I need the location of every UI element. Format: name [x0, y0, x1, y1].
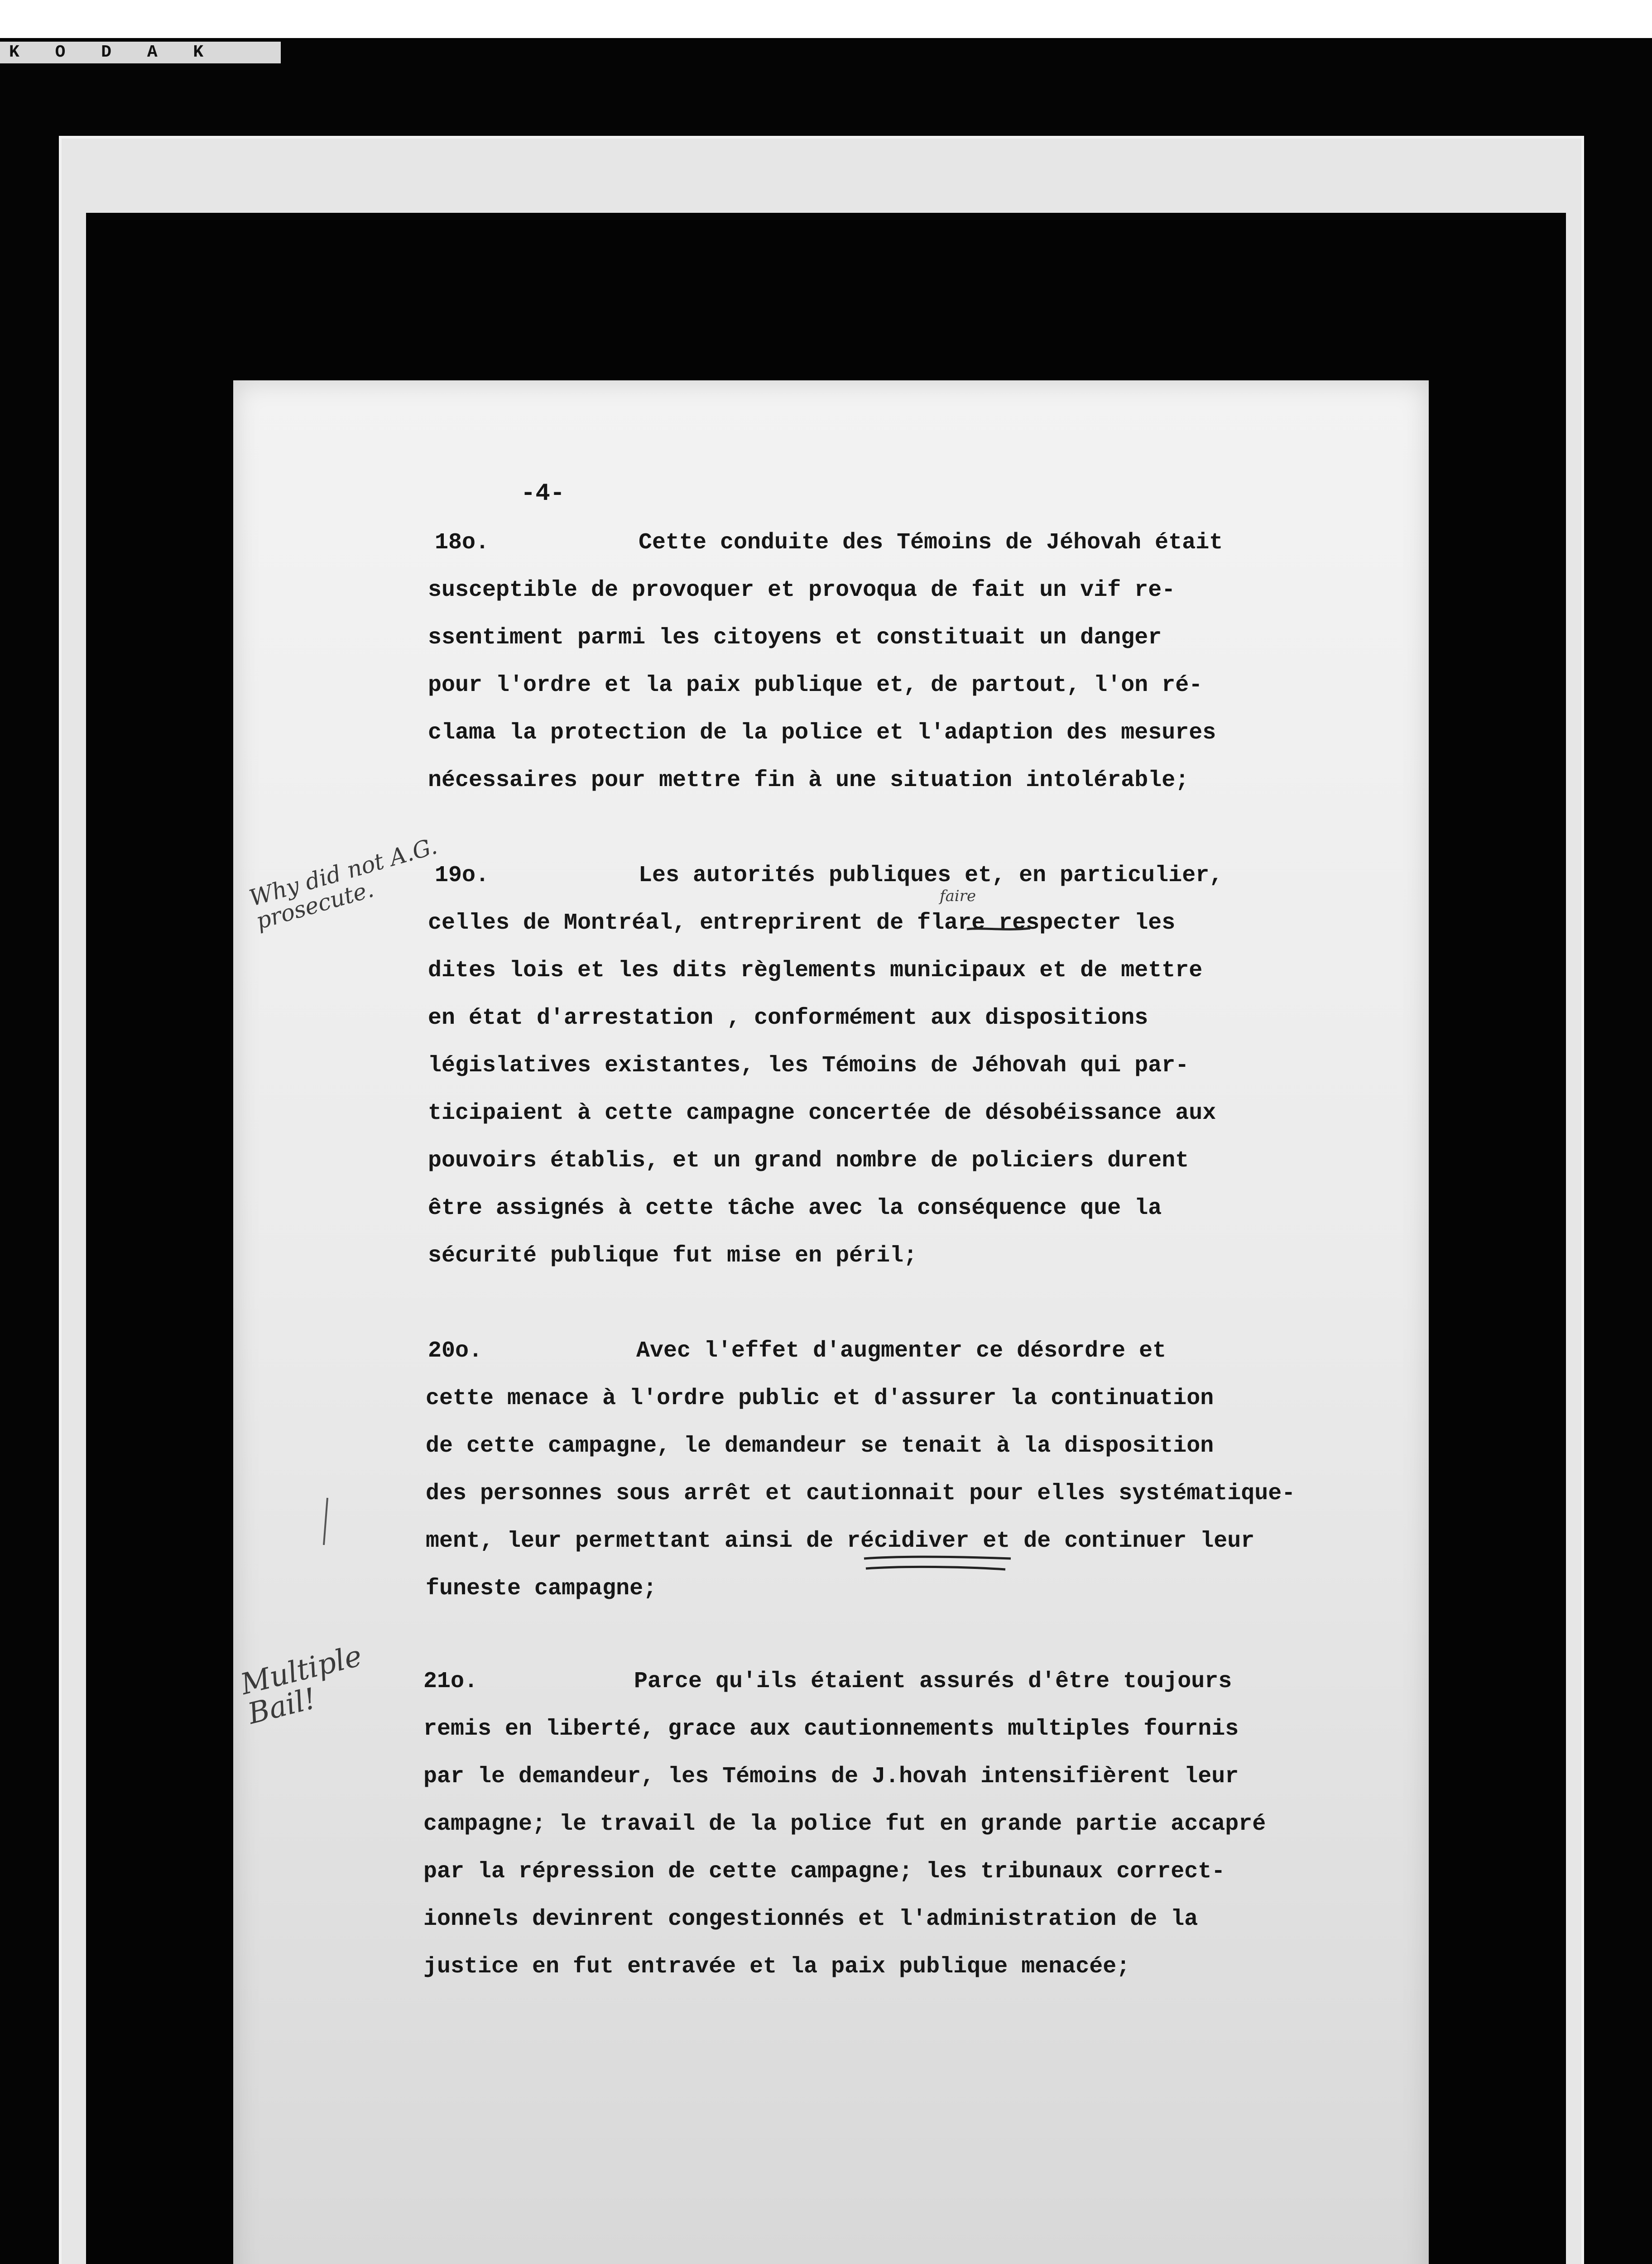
strikethrough-mark [965, 919, 1032, 937]
paragraph-number: 19o. [435, 863, 490, 888]
paragraph-line: remis en liberté, grace aux cautionnements multiples fournis [423, 1716, 1239, 1742]
paragraph-number: 21o. [423, 1669, 478, 1694]
paragraph-line: funeste campagne; [426, 1576, 657, 1602]
interlinear-correction: faire [940, 887, 976, 905]
paragraph-line: de cette campagne, le demandeur se tenait à la disposition [426, 1433, 1214, 1459]
margin-note-handwritten: Why did not A.G. prosecute. [246, 833, 440, 935]
paragraph-line: celles de Montréal, entreprirent de flare respecter les [428, 910, 1176, 936]
paragraph-line: ssentiment parmi les citoyens et constituait un danger [428, 625, 1162, 651]
paragraph-line: pour l'ordre et la paix publique et, de partout, l'on ré- [428, 672, 1203, 698]
paragraph-line: par le demandeur, les Témoins de J.hovah intensifièrent leur [423, 1764, 1239, 1789]
paragraph-line: pouvoirs établis, et un grand nombre de policiers durent [428, 1148, 1189, 1174]
page-number: -4- [521, 480, 565, 508]
paragraph-line: être assignés à cette tâche avec la conséquence que la [428, 1195, 1162, 1221]
paragraph-line: campagne; le travail de la police fut en grande partie accapré [423, 1811, 1266, 1837]
paragraph-line: Parce qu'ils étaient assurés d'être toujours [634, 1669, 1232, 1694]
paragraph-line: justice en fut entravée et la paix publique menacée; [423, 1954, 1130, 1980]
paragraph-line: par la répression de cette campagne; les tribunaux correct- [423, 1859, 1225, 1885]
paragraph-line: des personnes sous arrêt et cautionnait pour elles systématique- [426, 1481, 1296, 1506]
paragraph-number: 18o. [435, 530, 490, 556]
paragraph-line: Avec l'effet d'augmenter ce désordre et [636, 1338, 1167, 1364]
paragraph-line: ionnels devinrent congestionnés et l'administration de la [423, 1906, 1198, 1932]
paragraph-line: sécurité publique fut mise en péril; [428, 1243, 917, 1269]
underline-mark [860, 1553, 1014, 1576]
paragraph-line: en état d'arrestation , conformément aux dispositions [428, 1005, 1148, 1031]
paragraph-line: nécessaires pour mettre fin à une situation intolérable; [428, 767, 1189, 793]
paragraph-line: dites lois et les dits règlements municipaux et de mettre [428, 958, 1203, 983]
typed-document-page [233, 380, 1429, 2264]
film-edge-label: K O D A K [0, 42, 281, 63]
paragraph-line: Cette conduite des Témoins de Jéhovah était [639, 530, 1223, 556]
paragraph-number: 20o. [428, 1338, 483, 1364]
paragraph-line: ticipaient à cette campagne concertée de désobéissance aux [428, 1100, 1216, 1126]
paragraph-line: clama la protection de la police et l'adaption des mesures [428, 720, 1216, 746]
paragraph-line: ment, leur permettant ainsi de récidiver et de continuer leur [426, 1528, 1255, 1554]
paragraph-line: législatives existantes, les Témoins de Jéhovah qui par- [428, 1053, 1189, 1079]
paragraph-line: susceptible de provoquer et provoqua de fait un vif re- [428, 577, 1176, 603]
paragraph-line: cette menace à l'ordre public et d'assurer la continuation [426, 1386, 1214, 1411]
margin-note-handwritten: Multiple Bail! [237, 1639, 365, 1732]
margin-tick-mark [319, 1494, 333, 1549]
paragraph-line: Les autorités publiques et, en particulier, [639, 863, 1223, 888]
